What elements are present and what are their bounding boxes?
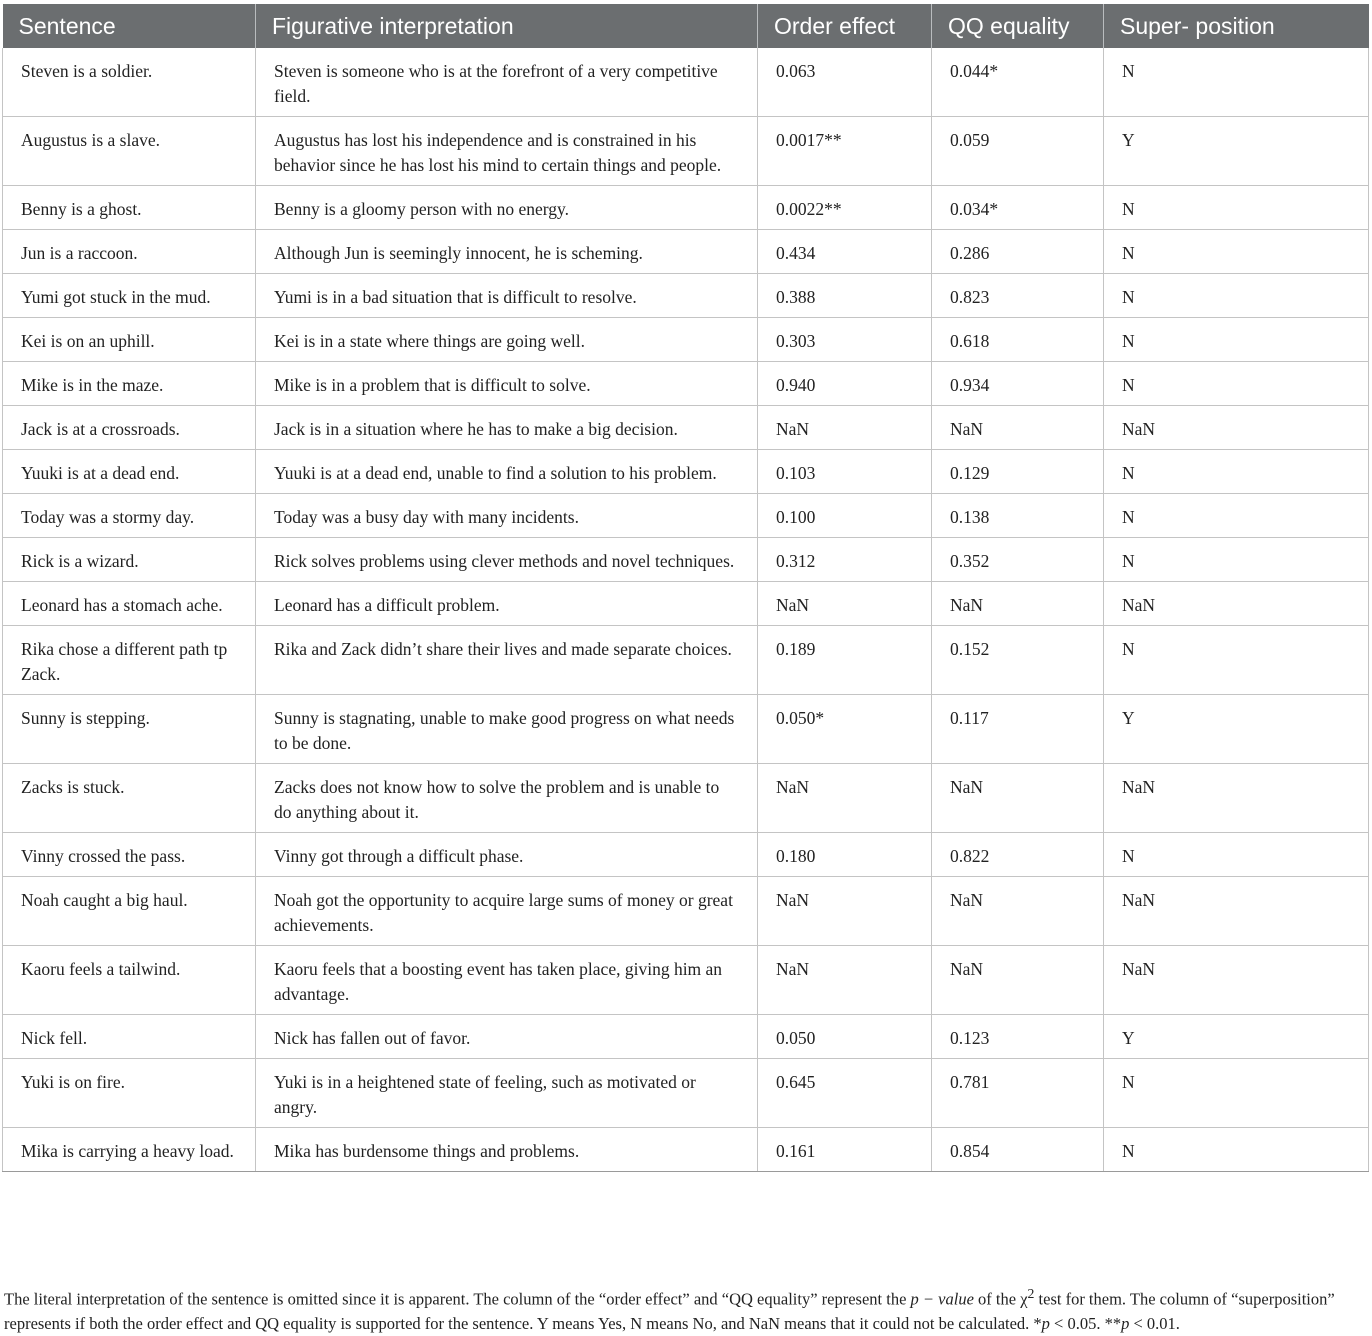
table-row	[3, 230, 1369, 274]
cell-figurative-interpretation: Rick solves problems using clever methods and novel techniques.	[256, 538, 758, 582]
cell-sentence: Kei is on an uphill.	[3, 318, 256, 362]
table-row	[3, 833, 1369, 877]
table-row	[3, 186, 1369, 230]
cell-figurative-interpretation: Leonard has a difficult problem.	[256, 582, 758, 626]
cell-superposition: NaN	[1104, 406, 1369, 450]
cell-figurative-interpretation: Although Jun is seemingly innocent, he is scheming.	[256, 230, 758, 274]
cell-qq-equality: 0.138	[932, 494, 1104, 538]
results-table-container	[2, 4, 1368, 1172]
cell-figurative-interpretation: Steven is someone who is at the forefront of a very competitive field.	[256, 48, 758, 117]
cell-order-effect: 0.103	[758, 450, 932, 494]
cell-figurative-interpretation: Yuki is in a heightened state of feeling, such as motivated or angry.	[256, 1059, 758, 1128]
cell-superposition: N	[1104, 626, 1369, 695]
footnote-p-symbol: p	[1121, 1313, 1130, 1333]
cell-superposition: Y	[1104, 1015, 1369, 1059]
cell-sentence: Nick fell.	[3, 1015, 256, 1059]
header-figurative-interpretation: Figurative interpretation	[256, 4, 758, 48]
table-row	[3, 48, 1369, 117]
cell-qq-equality: 0.129	[932, 450, 1104, 494]
table-row	[3, 494, 1369, 538]
cell-qq-equality: NaN	[932, 946, 1104, 1015]
cell-superposition: NaN	[1104, 946, 1369, 1015]
cell-qq-equality: 0.822	[932, 833, 1104, 877]
header-order-effect: Order effect	[758, 4, 932, 48]
cell-order-effect: 0.180	[758, 833, 932, 877]
table-row	[3, 450, 1369, 494]
cell-figurative-interpretation: Noah got the opportunity to acquire large sums of money or great achievements.	[256, 877, 758, 946]
footnote-text-4: < 0.05. **	[1049, 1313, 1122, 1333]
table-row	[3, 1059, 1369, 1128]
cell-order-effect: 0.645	[758, 1059, 932, 1128]
cell-sentence: Benny is a ghost.	[3, 186, 256, 230]
cell-order-effect: 0.312	[758, 538, 932, 582]
footnote-text-1: The literal interpretation of the sentence is omitted since it is apparent. The column of the “order effect” and “QQ equality” represent the	[4, 1289, 911, 1309]
cell-order-effect: 0.303	[758, 318, 932, 362]
table-body	[3, 48, 1369, 1172]
cell-superposition: N	[1104, 48, 1369, 117]
cell-qq-equality: NaN	[932, 877, 1104, 946]
cell-superposition: N	[1104, 318, 1369, 362]
cell-superposition: N	[1104, 450, 1369, 494]
cell-order-effect: 0.050*	[758, 695, 932, 764]
cell-sentence: Steven is a soldier.	[3, 48, 256, 117]
table-row	[3, 538, 1369, 582]
cell-sentence: Leonard has a stomach ache.	[3, 582, 256, 626]
cell-sentence: Rika chose a different path tp Zack.	[3, 626, 256, 695]
cell-figurative-interpretation: Mike is in a problem that is difficult to solve.	[256, 362, 758, 406]
results-table	[2, 4, 1369, 1172]
cell-figurative-interpretation: Today was a busy day with many incidents.	[256, 494, 758, 538]
cell-figurative-interpretation: Zacks does not know how to solve the problem and is unable to do anything about it.	[256, 764, 758, 833]
table-row	[3, 318, 1369, 362]
cell-superposition: N	[1104, 274, 1369, 318]
cell-superposition: NaN	[1104, 877, 1369, 946]
cell-sentence: Noah caught a big haul.	[3, 877, 256, 946]
footnote-text-5: < 0.01.	[1129, 1313, 1180, 1333]
cell-superposition: N	[1104, 494, 1369, 538]
cell-superposition: NaN	[1104, 764, 1369, 833]
cell-superposition: NaN	[1104, 582, 1369, 626]
cell-qq-equality: 0.781	[932, 1059, 1104, 1128]
cell-sentence: Mika is carrying a heavy load.	[3, 1128, 256, 1172]
header-superposition: Super- position	[1104, 4, 1369, 48]
table-header	[3, 4, 1369, 48]
cell-order-effect: 0.063	[758, 48, 932, 117]
cell-qq-equality: 0.044*	[932, 48, 1104, 117]
cell-superposition: N	[1104, 1059, 1369, 1128]
cell-order-effect: 0.100	[758, 494, 932, 538]
table-footnote	[4, 1282, 1368, 1336]
cell-qq-equality: NaN	[932, 764, 1104, 833]
cell-sentence: Jun is a raccoon.	[3, 230, 256, 274]
footnote-text-3: test for them. The column of “superposition” represents if both the order effect and QQ equality is supported for the sentence. Y means Yes, N means No, and NaN means that it could not be calculated. *	[4, 1289, 1335, 1333]
cell-qq-equality: 0.117	[932, 695, 1104, 764]
table-row	[3, 1128, 1369, 1172]
cell-sentence: Augustus is a slave.	[3, 117, 256, 186]
cell-sentence: Yuuki is at a dead end.	[3, 450, 256, 494]
cell-order-effect: NaN	[758, 764, 932, 833]
header-row	[3, 4, 1369, 48]
cell-order-effect: NaN	[758, 406, 932, 450]
cell-qq-equality: 0.854	[932, 1128, 1104, 1172]
cell-superposition: N	[1104, 362, 1369, 406]
cell-order-effect: 0.0022**	[758, 186, 932, 230]
cell-order-effect: 0.940	[758, 362, 932, 406]
cell-qq-equality: 0.286	[932, 230, 1104, 274]
table-row	[3, 406, 1369, 450]
cell-sentence: Sunny is stepping.	[3, 695, 256, 764]
table-row	[3, 582, 1369, 626]
cell-order-effect: 0.434	[758, 230, 932, 274]
cell-sentence: Mike is in the maze.	[3, 362, 256, 406]
table-row	[3, 877, 1369, 946]
cell-qq-equality: 0.123	[932, 1015, 1104, 1059]
cell-figurative-interpretation: Yuuki is at a dead end, unable to find a solution to his problem.	[256, 450, 758, 494]
table-row	[3, 274, 1369, 318]
cell-superposition: N	[1104, 230, 1369, 274]
cell-qq-equality: 0.934	[932, 362, 1104, 406]
table-row	[3, 362, 1369, 406]
cell-qq-equality: NaN	[932, 582, 1104, 626]
cell-figurative-interpretation: Jack is in a situation where he has to make a big decision.	[256, 406, 758, 450]
cell-qq-equality: 0.034*	[932, 186, 1104, 230]
cell-figurative-interpretation: Kaoru feels that a boosting event has taken place, giving him an advantage.	[256, 946, 758, 1015]
cell-figurative-interpretation: Augustus has lost his independence and is constrained in his behavior since he has lost his mind to certain things and people.	[256, 117, 758, 186]
table-row	[3, 946, 1369, 1015]
cell-sentence: Kaoru feels a tailwind.	[3, 946, 256, 1015]
cell-sentence: Vinny crossed the pass.	[3, 833, 256, 877]
cell-figurative-interpretation: Vinny got through a difficult phase.	[256, 833, 758, 877]
cell-order-effect: 0.0017**	[758, 117, 932, 186]
cell-sentence: Yumi got stuck in the mud.	[3, 274, 256, 318]
cell-qq-equality: 0.059	[932, 117, 1104, 186]
cell-qq-equality: 0.823	[932, 274, 1104, 318]
table-row	[3, 764, 1369, 833]
cell-figurative-interpretation: Rika and Zack didn’t share their lives and made separate choices.	[256, 626, 758, 695]
cell-order-effect: NaN	[758, 877, 932, 946]
cell-figurative-interpretation: Nick has fallen out of favor.	[256, 1015, 758, 1059]
cell-superposition: N	[1104, 1128, 1369, 1172]
cell-qq-equality: 0.618	[932, 318, 1104, 362]
cell-figurative-interpretation: Benny is a gloomy person with no energy.	[256, 186, 758, 230]
footnote-p-value: p − value	[910, 1289, 974, 1309]
cell-figurative-interpretation: Kei is in a state where things are going well.	[256, 318, 758, 362]
cell-order-effect: NaN	[758, 946, 932, 1015]
cell-sentence: Zacks is stuck.	[3, 764, 256, 833]
cell-figurative-interpretation: Sunny is stagnating, unable to make good progress on what needs to be done.	[256, 695, 758, 764]
header-sentence: Sentence	[3, 4, 256, 48]
footnote-p-symbol: p	[1041, 1313, 1050, 1333]
cell-superposition: N	[1104, 538, 1369, 582]
footnote-text-2: of the χ	[973, 1289, 1028, 1309]
cell-sentence: Rick is a wizard.	[3, 538, 256, 582]
cell-figurative-interpretation: Mika has burdensome things and problems.	[256, 1128, 758, 1172]
cell-order-effect: 0.388	[758, 274, 932, 318]
cell-sentence: Yuki is on fire.	[3, 1059, 256, 1128]
cell-figurative-interpretation: Yumi is in a bad situation that is difficult to resolve.	[256, 274, 758, 318]
cell-superposition: N	[1104, 186, 1369, 230]
header-qq-equality: QQ equality	[932, 4, 1104, 48]
table-row	[3, 1015, 1369, 1059]
cell-superposition: N	[1104, 833, 1369, 877]
cell-qq-equality: 0.152	[932, 626, 1104, 695]
table-row	[3, 626, 1369, 695]
cell-order-effect: 0.189	[758, 626, 932, 695]
cell-sentence: Jack is at a crossroads.	[3, 406, 256, 450]
cell-superposition: Y	[1104, 695, 1369, 764]
cell-qq-equality: NaN	[932, 406, 1104, 450]
cell-order-effect: 0.161	[758, 1128, 932, 1172]
cell-order-effect: NaN	[758, 582, 932, 626]
table-row	[3, 117, 1369, 186]
footnote-superscript: 2	[1027, 1286, 1035, 1301]
table-row	[3, 695, 1369, 764]
cell-superposition: Y	[1104, 117, 1369, 186]
cell-qq-equality: 0.352	[932, 538, 1104, 582]
cell-sentence: Today was a stormy day.	[3, 494, 256, 538]
cell-order-effect: 0.050	[758, 1015, 932, 1059]
